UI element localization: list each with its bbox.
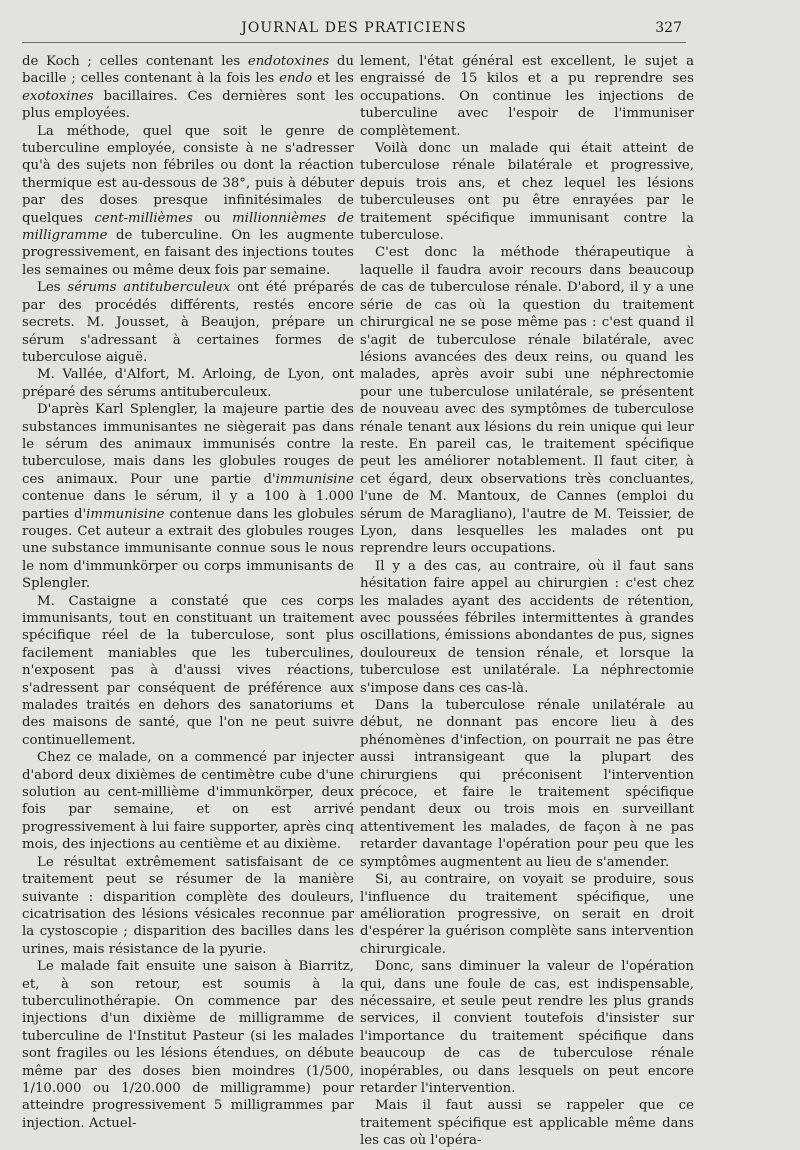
page-number: 327: [655, 20, 682, 36]
paragraph: M. Vallée, d'Alfort, M. Arloing, de Lyon, ont préparé des sérums antituberculeux.: [22, 367, 354, 400]
paragraph: Voilà donc un malade qui était atteint de tuberculose rénale bilatérale et progressive, depuis trois ans, et chez lequel les lésions tuberculeuses ont pu être enrayées par le traitement spécifique immunisant contre la tuberculose.: [360, 141, 694, 244]
paragraph: lement, l'état général est excellent, le sujet a engraissé de 15 kilos et a pu reprendre ses occupations. On continue les injections de tuberculine avec l'espoir de l'immuniser complètement.: [360, 54, 694, 139]
paragraph: Il y a des cas, au contraire, où il faut sans hésitation faire appel au chirurgien : c'est chez les malades ayant des accidents de rétention, avec poussées fébriles intermittentes à grandes oscillations, émissions abondantes de pus, signes douloureux de tension rénale, et lorsque la tuberculose est unilatérale. La néphrectomie s'impose dans ces cas-là.: [360, 558, 694, 696]
paragraph: Dans la tuberculose rénale unilatérale au début, ne donnant pas encore lieu à des phénomènes d'infection, on pourrait ne pas être aussi intransigeant que la plupart des chirurgiens qui préconisent l'intervention précoce, et faire le traitement spécifique pendant deux ou trois mois en surveillant attentivement les malades, de façon à ne pas retarder davantage l'opération pour peu que les symptômes augmentent au lieu de s'amender.: [360, 698, 694, 870]
paragraph: M. Castaigne a constaté que ces corps immunisants, tout en constituant un traitement spécifique réel de la tuberculose, sont plus facilement maniables que les tuberculines, n'exposent pas à d'aussi vives réactions, s'adressent par conséquent de préférence aux malades traités en dehors des sanatoriums et des maisons de santé, que l'on ne peut suivre continuellement.: [22, 593, 354, 748]
left-column: [22, 53, 354, 1132]
journal-title: JOURNAL DES PRATICIENS: [241, 20, 467, 36]
paragraph: D'après Karl Splengler, la majeure partie des substances immunisantes ne siègerait pas dans le sérum des animaux immunisés contre la tuberculose, mais dans les globules rouges de ces animaux. Pour une partie d'immunisine contenue dans le sérum, il y a 100 à 1.000 parties d'immunisine contenue dans les globules rouges. Cet auteur a extrait des globules rouges une substance immunisante connue sous le nous le nom d'immunkörper ou corps immunisants de Splengler.: [22, 402, 354, 592]
paragraph: La méthode, quel que soit le genre de tuberculine employée, consiste à ne s'adresser qu'à des sujets non fébriles ou dont la réaction thermique est au-dessous de 38°, puis à débuter par des doses presque infinitésimales de quelques cent-millièmes ou millionnièmes de milligramme de tuberculine. On les augmente progressivement, en faisant des injections toutes les semaines ou même deux fois par semaine.: [22, 123, 354, 278]
paragraph: C'est donc la méthode thérapeutique à laquelle il faudra avoir recours dans beaucoup de cas de tuberculose rénale. D'abord, il y a une série de cas où la question du traitement chirurgical ne se pose même pas : c'est quand il s'agit de tuberculose rénale bilatérale, avec lésions avancées des deux reins, ou quand les malades, après avoir subi une néphrectomie pour une tuberculose unilatérale, se présentent de nouveau avec des symptômes de tuberculose rénale tenant aux lésions du rein unique qui leur reste. En pareil cas, le traitement spécifique peut les améliorer notablement. Il faut citer, à cet égard, deux observations très concluantes, l'une de M. Mantoux, de Cannes (emploi du sérum de Maragliano), l'autre de M. Teissier, de Lyon, dans lesquelles les malades ont pu reprendre leurs occupations.: [360, 245, 694, 557]
paragraph: Mais il faut aussi se rappeler que ce traitement spécifique est applicable même dans les cas où l'opéra-: [360, 1098, 694, 1149]
paragraph: Chez ce malade, on a commencé par injecter d'abord deux dixièmes de centimètre cube d'une solution au cent-millième d'immunkörper, deux fois par semaine, et on est arrivé progressivement à lui faire supporter, après cinq mois, des injections au centième et au dixième.: [22, 750, 354, 853]
paragraph: Donc, sans diminuer la valeur de l'opération qui, dans une foule de cas, est indispensable, nécessaire, et seule peut rendre les plus grands services, il convient toutefois d'insister sur l'importance du traitement spécifique dans beaucoup de cas de tuberculose rénale inopérables, ou dans lesquels on peut encore retarder l'intervention.: [360, 959, 694, 1096]
paragraph: Le résultat extrêmement satisfaisant de ce traitement peut se résumer de la manière suivante : disparition complète des douleurs, cicatrisation des lésions vésicales reconnue par la cystoscopie ; disparition des bacilles dans les urines, mais résistance de la pyurie.: [22, 854, 354, 957]
right-column: [360, 53, 694, 1150]
running-header: [22, 18, 686, 43]
paragraph: Si, au contraire, on voyait se produire, sous l'influence du traitement spécifique, une amélioration progressive, on serait en droit d'espérer la guérison complète sans intervention chirurgicale.: [360, 872, 694, 957]
paragraph: de Koch ; celles contenant les endotoxines du bacille ; celles contenant à la fois les endo et les exotoxines bacillaires. Ces dernières sont les plus employées.: [22, 54, 354, 122]
paragraph: Le malade fait ensuite une saison à Biarritz, et, à son retour, est soumis à la tuberculinothérapie. On commence par des injections d'un dixième de milligramme de tuberculine de l'Institut Pasteur (si les malades sont fragiles ou les lésions étendues, on débute même par des doses bien moindres (1/500, 1/10.000 ou 1/20.000 de milligramme) pour atteindre progressivement 5 milligrammes par injection. Actuel-: [22, 959, 354, 1131]
paragraph: Les sérums antituberculeux ont été préparés par des procédés différents, restés encore secrets. M. Jousset, à Beaujon, prépare un sérum s'adressant à certaines formes de tuberculose aiguë.: [22, 280, 355, 365]
